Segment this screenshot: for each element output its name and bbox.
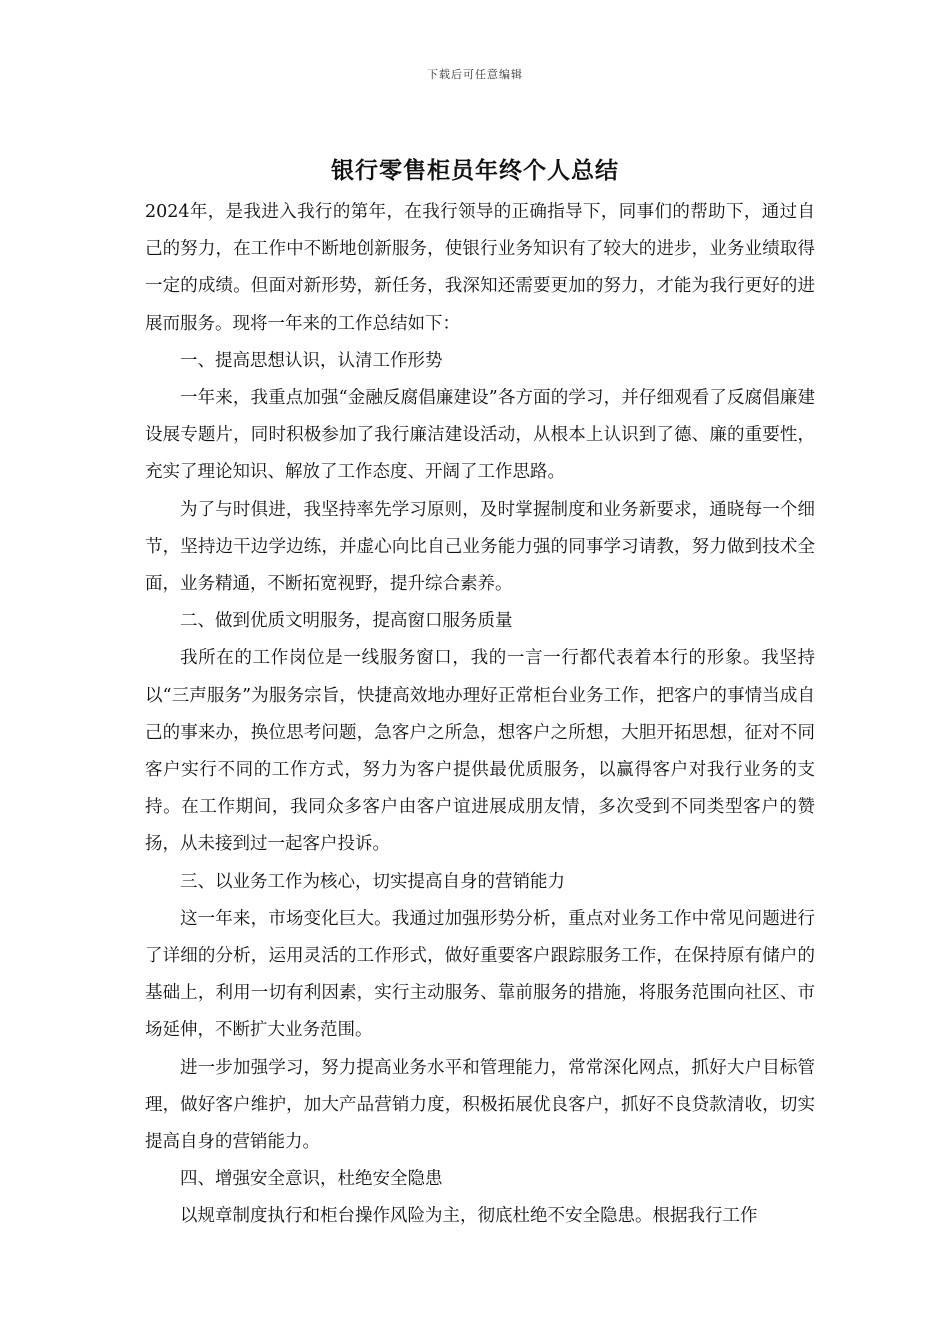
section-heading-4: 四、增强安全意识，杜绝安全隐患 [180,1169,443,1190]
body-paragraph: 以规章制度执行和柜台操作风险为主，彻底杜绝不安全隐患。根据我行工作 [180,1206,758,1227]
document-body [145,194,815,1236]
body-paragraph: 为了与时俱进，我坚持率先学习原则，及时掌握制度和业务新要求，通晓每一个细节，坚持边干边学边练，并虚心向比自己业务能力强的同事学习请教，努力做到技术全面，业务精通，不断拓宽视野，提升综合素养。 [145,499,815,595]
section-heading-1: 一、提高思想认识，认清工作形势 [180,350,443,371]
header-note: 下载后可任意编辑 [427,68,523,81]
section-heading-2: 二、做到优质文明服务，提高窗口服务质量 [180,611,513,632]
body-paragraph: 进一步加强学习，努力提高业务水平和管理能力，常常深化网点，抓好大户目标管理，做好客户维护，加大产品营销力度，积极拓展优良客户，抓好不良贷款清收，切实提高自身的营销能力。 [145,1057,815,1153]
intro-paragraph: 2024年，是我进入我行的第年，在我行领导的正确指导下，同事们的帮助下，通过自己的努力，在工作中不断地创新服务，使银行业务知识有了较大的进步，业务业绩取得一定的成绩。但面对新形势，新任务，我深知还需要更加的努力，才能为我行更好的进展而服务。现将一年来的工作总结如下： [145,202,815,334]
body-paragraph: 一年来，我重点加强“金融反腐倡廉建设”各方面的学习，并仔细观看了反腐倡廉建设展专题片，同时积极参加了我行廉洁建设活动，从根本上认识到了德、廉的重要性，充实了理论知识、解放了工作态度、开阔了工作思路。 [145,388,815,483]
body-paragraph: 我所在的工作岗位是一线服务窗口，我的一言一行都代表着本行的形象。我坚持以“三声服务”为服务宗旨，快捷高效地办理好正常柜台业务工作，把客户的事情当成自己的事来办，换位思考问题，急客户之所急，想客户之所想，大胆开拓思想，征对不同客户实行不同的工作方式，努力为客户提供最优质服务，以赢得客户对我行业务的支持。在工作期间，我同众多客户由客户谊进展成朋友情，多次受到不同类型客户的赞扬，从未接到过一起客户投诉。 [145,648,815,855]
body-paragraph: 这一年来，市场变化巨大。我通过加强形势分析，重点对业务工作中常见问题进行了详细的分析，运用灵活的工作形式，做好重要客户跟踪服务工作，在保持原有储户的基础上，利用一切有利因素，实行主动服务、靠前服务的措施，将服务范围向社区、市场延伸，不断扩大业务范围。 [145,908,815,1041]
section-heading-3: 三、以业务工作为核心，切实提高自身的营销能力 [180,871,565,892]
document-title: 银行零售柜员年终个人总结 [331,157,619,184]
